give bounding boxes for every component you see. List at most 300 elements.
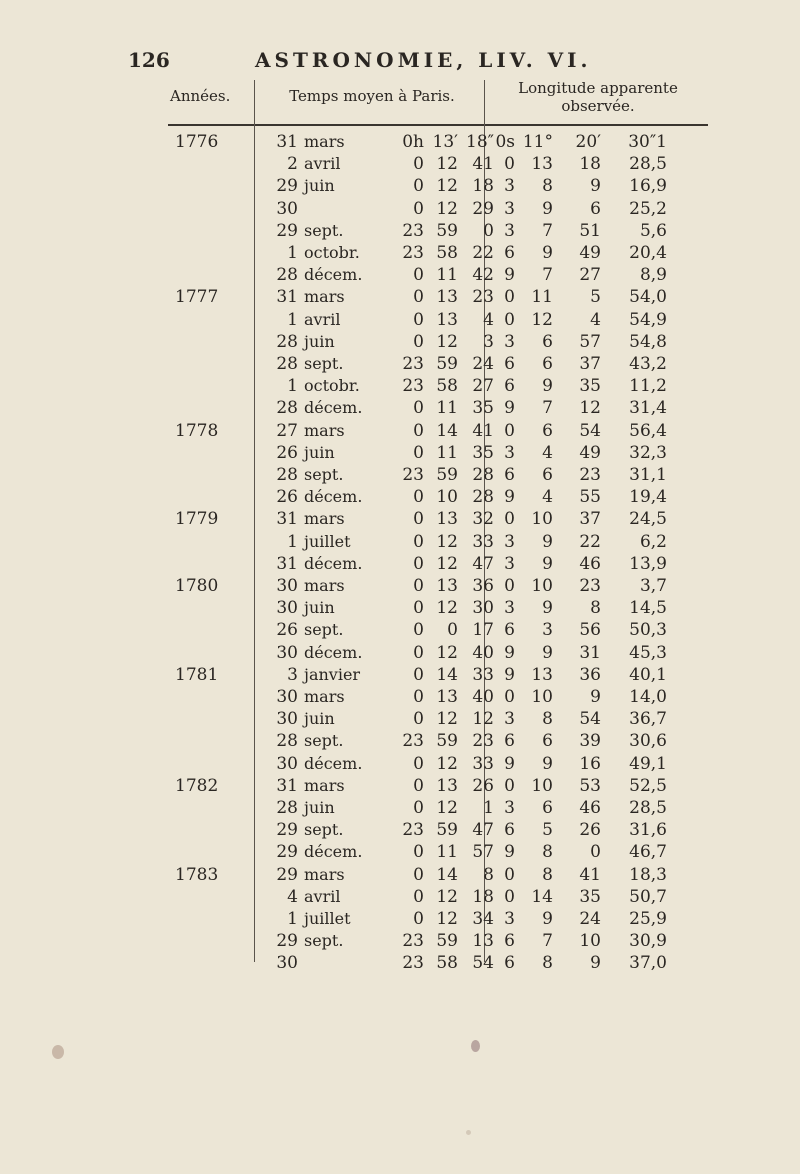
cell-sec: 18,3 [629, 864, 667, 885]
cell-sec: 30,6 [629, 731, 667, 752]
cell-deg: 6 [542, 731, 553, 752]
cell-year: 1777 [175, 287, 219, 308]
cell-min: 39 [579, 731, 601, 752]
cell-m: 13 [436, 775, 458, 796]
cell-day: 1 [287, 909, 298, 929]
cell-sg: 6 [504, 820, 515, 841]
cell-h: 0 [413, 154, 424, 175]
cell-month: décem. [304, 265, 363, 285]
cell-sec: 3,7 [639, 576, 667, 596]
cell-h: 0 [413, 420, 424, 441]
cell-s: 41 [472, 420, 494, 441]
cell-min: 9 [590, 953, 601, 974]
cell-m: 58 [436, 376, 458, 397]
cell-month: janvier [304, 664, 361, 684]
cell-day: 26 [276, 487, 298, 508]
cell-min: 35 [579, 886, 601, 907]
cell-day: 31 [276, 553, 298, 574]
cell-s: 33 [472, 753, 494, 774]
cell-month: octobr. [304, 243, 360, 262]
cell-day: 28 [276, 354, 298, 374]
cell-month: avril [304, 154, 341, 174]
cell-sg: 6 [504, 620, 515, 641]
cell-sg: 6 [504, 354, 515, 374]
cell-year: 1779 [175, 509, 219, 530]
cell-deg: 5 [542, 820, 553, 841]
cell-day: 30 [276, 953, 298, 974]
cell-deg: 7 [542, 220, 553, 241]
cell-deg: 11° [522, 132, 553, 152]
cell-min: 55 [579, 487, 601, 508]
cell-sg: 3 [504, 220, 515, 241]
cell-h: 0 [413, 620, 424, 641]
cell-sg: 0 [504, 775, 515, 796]
cell-deg: 8 [542, 953, 553, 974]
cell-m: 13 [436, 687, 458, 707]
cell-min: 37 [579, 354, 601, 374]
cell-sg: 6 [504, 243, 515, 263]
cell-s: 22 [472, 243, 494, 263]
cell-day: 28 [276, 465, 298, 485]
cell-min: 41 [579, 864, 601, 885]
cell-sec: 32,3 [629, 442, 667, 463]
cell-s: 42 [472, 265, 494, 286]
cell-day: 28 [276, 798, 298, 818]
cell-month: sept. [304, 220, 344, 240]
cell-m: 13 [436, 287, 458, 308]
paper-stain [471, 1040, 480, 1052]
cell-min: 16 [579, 753, 601, 774]
cell-h: 0 [413, 886, 424, 907]
cell-m: 14 [436, 420, 458, 441]
cell-s: 12 [472, 709, 494, 730]
cell-sec: 49,1 [629, 753, 667, 774]
cell-h: 0 [413, 576, 424, 596]
cell-m: 13′ [432, 132, 458, 152]
cell-sg: 0 [504, 287, 515, 308]
cell-min: 9 [590, 687, 601, 707]
cell-s: 13 [472, 931, 494, 952]
cell-h: 23 [402, 243, 424, 263]
cell-day: 28 [276, 398, 298, 419]
cell-deg: 6 [542, 420, 553, 441]
cell-deg: 10 [531, 775, 553, 796]
cell-month: sept. [304, 465, 344, 484]
cell-s: 4 [483, 309, 494, 330]
cell-month: juin [304, 176, 335, 196]
cell-month: juin [304, 798, 335, 817]
cell-sg: 0 [504, 154, 515, 175]
cell-min: 37 [579, 509, 601, 530]
cell-sec: 30″1 [628, 132, 667, 152]
cell-deg: 6 [542, 354, 553, 374]
cell-deg: 10 [531, 687, 553, 707]
cell-deg: 9 [542, 642, 553, 663]
cell-min: 53 [579, 775, 601, 796]
cell-m: 11 [436, 842, 458, 863]
cell-month: mars [304, 864, 345, 884]
cell-m: 12 [436, 798, 458, 818]
cell-month: mars [304, 576, 345, 595]
cell-min: 18 [579, 154, 601, 175]
cell-s: 28 [472, 465, 494, 485]
cell-deg: 6 [542, 465, 553, 485]
cell-day: 1 [287, 309, 298, 330]
cell-month: mars [304, 132, 345, 151]
cell-sec: 31,1 [629, 465, 667, 485]
cell-sg: 0 [504, 886, 515, 907]
cell-deg: 8 [542, 842, 553, 863]
cell-h: 0 [413, 176, 424, 197]
cell-sec: 14,5 [629, 598, 667, 619]
cell-min: 54 [579, 709, 601, 730]
cell-sec: 14,0 [629, 687, 667, 707]
cell-sec: 54,0 [629, 287, 667, 308]
cell-m: 59 [436, 465, 458, 485]
cell-m: 10 [436, 487, 458, 508]
cell-sec: 5,6 [639, 220, 667, 241]
cell-sg: 0 [504, 420, 515, 441]
cell-deg: 9 [542, 553, 553, 574]
cell-month: juin [304, 331, 335, 351]
cell-s: 47 [472, 553, 494, 574]
cell-sg: 9 [504, 664, 515, 685]
cell-sg: 3 [504, 909, 515, 929]
cell-deg: 13 [531, 664, 553, 685]
cell-month: mars [304, 775, 345, 795]
cell-s: 33 [472, 531, 494, 552]
cell-m: 13 [436, 309, 458, 330]
cell-month: mars [304, 509, 345, 529]
table-row [0, 953, 800, 980]
cell-m: 11 [436, 442, 458, 463]
cell-sec: 25,2 [629, 198, 667, 219]
cell-sec: 54,8 [629, 331, 667, 352]
cell-h: 0 [413, 664, 424, 685]
cell-min: 36 [579, 664, 601, 685]
cell-s: 8 [483, 864, 494, 885]
cell-deg: 7 [542, 931, 553, 952]
cell-month: sept. [304, 931, 344, 951]
cell-day: 31 [276, 509, 298, 530]
cell-day: 29 [276, 820, 298, 841]
cell-h: 0 [413, 331, 424, 352]
cell-m: 12 [436, 176, 458, 197]
cell-s: 40 [472, 642, 494, 663]
cell-sec: 24,5 [629, 509, 667, 530]
cell-sg: 3 [504, 198, 515, 219]
cell-sec: 16,9 [629, 176, 667, 197]
cell-deg: 6 [542, 798, 553, 818]
cell-day: 31 [276, 132, 298, 152]
cell-sec: 43,2 [629, 354, 667, 374]
cell-min: 8 [590, 598, 601, 619]
paper-stain [52, 1045, 64, 1059]
cell-sec: 31,4 [629, 398, 667, 419]
cell-sec: 6,2 [639, 531, 667, 552]
cell-m: 12 [436, 753, 458, 774]
cell-sec: 13,9 [629, 553, 667, 574]
cell-sec: 31,6 [629, 820, 667, 841]
cell-s: 3 [483, 331, 494, 352]
cell-m: 59 [436, 931, 458, 952]
cell-sec: 36,7 [629, 709, 667, 730]
cell-day: 1 [287, 243, 298, 263]
cell-s: 30 [472, 598, 494, 619]
cell-sg: 9 [504, 753, 515, 774]
cell-day: 31 [276, 775, 298, 796]
cell-sec: 50,7 [629, 886, 667, 907]
cell-h: 0 [413, 687, 424, 707]
cell-min: 49 [579, 442, 601, 463]
cell-sec: 11,2 [629, 376, 667, 397]
cell-h: 23 [402, 731, 424, 752]
cell-s: 36 [472, 576, 494, 596]
cell-m: 12 [436, 198, 458, 219]
cell-m: 58 [436, 953, 458, 974]
cell-s: 24 [472, 354, 494, 374]
cell-sec: 20,4 [629, 243, 667, 263]
cell-min: 54 [579, 420, 601, 441]
cell-h: 0 [413, 553, 424, 574]
cell-s: 26 [472, 775, 494, 796]
cell-h: 0 [413, 775, 424, 796]
cell-s: 57 [472, 842, 494, 863]
cell-sg: 3 [504, 331, 515, 352]
cell-month: décem. [304, 487, 363, 507]
cell-day: 29 [276, 931, 298, 952]
cell-sec: 28,5 [629, 154, 667, 175]
cell-min: 46 [579, 553, 601, 574]
cell-sg: 6 [504, 731, 515, 752]
cell-day: 30 [276, 198, 298, 219]
cell-h: 23 [402, 376, 424, 397]
cell-h: 0 [413, 398, 424, 419]
cell-min: 26 [579, 820, 601, 841]
cell-month: sept. [304, 354, 344, 373]
cell-sec: 56,4 [629, 420, 667, 441]
cell-month: décem. [304, 753, 363, 773]
cell-h: 0 [413, 265, 424, 286]
cell-m: 12 [436, 531, 458, 552]
cell-sec: 8,9 [639, 265, 667, 286]
cell-m: 13 [436, 509, 458, 530]
cell-min: 12 [579, 398, 601, 419]
cell-deg: 3 [542, 620, 553, 641]
cell-sec: 28,5 [629, 798, 667, 818]
cell-min: 24 [579, 909, 601, 929]
cell-min: 27 [579, 265, 601, 286]
cell-day: 1 [287, 531, 298, 552]
cell-day: 4 [287, 886, 298, 907]
cell-deg: 6 [542, 331, 553, 352]
cell-day: 29 [276, 864, 298, 885]
cell-day: 30 [276, 687, 298, 707]
cell-m: 59 [436, 731, 458, 752]
cell-sg: 0 [504, 687, 515, 707]
cell-deg: 14 [531, 886, 553, 907]
cell-sec: 52,5 [629, 775, 667, 796]
cell-sec: 50,3 [629, 620, 667, 641]
column-header-longitude-line2: observée. [561, 97, 635, 115]
cell-min: 23 [579, 465, 601, 485]
cell-m: 11 [436, 398, 458, 419]
cell-day: 30 [276, 709, 298, 730]
cell-h: 0 [413, 598, 424, 619]
header-rule [168, 124, 708, 126]
cell-sg: 0s [495, 132, 515, 152]
cell-h: 0 [413, 709, 424, 730]
cell-h: 0 [413, 753, 424, 774]
cell-sg: 0 [504, 309, 515, 330]
cell-sg: 3 [504, 798, 515, 818]
cell-h: 0 [413, 531, 424, 552]
cell-deg: 9 [542, 243, 553, 263]
cell-min: 56 [579, 620, 601, 641]
cell-h: 0 [413, 487, 424, 508]
cell-s: 47 [472, 820, 494, 841]
cell-deg: 8 [542, 709, 553, 730]
cell-month: décem. [304, 642, 363, 662]
cell-sg: 0 [504, 576, 515, 596]
cell-day: 26 [276, 442, 298, 463]
cell-s: 28 [472, 487, 494, 508]
cell-min: 57 [579, 331, 601, 352]
cell-year: 1776 [175, 132, 219, 152]
cell-m: 11 [436, 265, 458, 286]
cell-s: 35 [472, 398, 494, 419]
cell-min: 46 [579, 798, 601, 818]
cell-s: 23 [472, 731, 494, 752]
paper-stain [466, 1130, 471, 1135]
cell-month: décem. [304, 842, 363, 862]
cell-m: 59 [436, 220, 458, 241]
column-header-mean-time: Temps moyen à Paris. [289, 87, 455, 105]
cell-min: 0 [590, 842, 601, 863]
cell-deg: 13 [531, 154, 553, 175]
cell-month: décem. [304, 553, 363, 573]
cell-sg: 3 [504, 531, 515, 552]
cell-deg: 10 [531, 509, 553, 530]
cell-month: sept. [304, 820, 344, 840]
cell-year: 1780 [175, 576, 219, 596]
cell-sec: 37,0 [629, 953, 667, 974]
cell-sec: 30,9 [629, 931, 667, 952]
cell-s: 34 [472, 909, 494, 929]
cell-day: 30 [276, 753, 298, 774]
cell-month: sept. [304, 620, 344, 640]
cell-s: 18 [472, 176, 494, 197]
cell-day: 28 [276, 731, 298, 752]
cell-m: 12 [436, 331, 458, 352]
cell-sec: 19,4 [629, 487, 667, 508]
cell-month: avril [304, 309, 341, 329]
cell-sg: 6 [504, 376, 515, 397]
cell-h: 0 [413, 642, 424, 663]
cell-h: 23 [402, 820, 424, 841]
cell-m: 59 [436, 820, 458, 841]
page-number: 126 [128, 48, 170, 72]
cell-month: avril [304, 886, 341, 906]
cell-m: 12 [436, 709, 458, 730]
cell-h: 0 [413, 864, 424, 885]
cell-h: 23 [402, 354, 424, 374]
cell-day: 28 [276, 265, 298, 286]
cell-s: 54 [472, 953, 494, 974]
cell-deg: 9 [542, 376, 553, 397]
cell-min: 51 [579, 220, 601, 241]
cell-deg: 9 [542, 198, 553, 219]
cell-m: 58 [436, 243, 458, 263]
cell-min: 6 [590, 198, 601, 219]
cell-month: juin [304, 598, 335, 618]
cell-year: 1781 [175, 664, 219, 685]
cell-day: 29 [276, 220, 298, 241]
cell-h: 23 [402, 465, 424, 485]
cell-month: mars [304, 287, 345, 307]
column-header-years: Années. [170, 87, 231, 105]
cell-h: 0 [413, 198, 424, 219]
cell-day: 29 [276, 842, 298, 863]
cell-sg: 9 [504, 487, 515, 508]
cell-deg: 9 [542, 753, 553, 774]
cell-min: 35 [579, 376, 601, 397]
cell-deg: 8 [542, 176, 553, 197]
cell-sec: 45,3 [629, 642, 667, 663]
cell-day: 28 [276, 331, 298, 352]
cell-h: 0 [413, 798, 424, 818]
cell-day: 26 [276, 620, 298, 641]
cell-day: 27 [276, 420, 298, 441]
cell-s: 29 [472, 198, 494, 219]
cell-month: mars [304, 687, 345, 706]
cell-sg: 9 [504, 842, 515, 863]
cell-sec: 40,1 [629, 664, 667, 685]
cell-sg: 3 [504, 176, 515, 197]
cell-h: 23 [402, 931, 424, 952]
cell-h: 0h [402, 132, 424, 152]
column-header-longitude-line1: Longitude apparente [518, 79, 678, 97]
cell-deg: 11 [531, 287, 553, 308]
cell-h: 0 [413, 909, 424, 929]
cell-month: juin [304, 709, 335, 729]
cell-min: 23 [579, 576, 601, 596]
cell-sg: 9 [504, 265, 515, 286]
cell-deg: 7 [542, 398, 553, 419]
cell-sg: 0 [504, 864, 515, 885]
cell-m: 0 [447, 620, 458, 641]
cell-sg: 6 [504, 465, 515, 485]
cell-month: décem. [304, 398, 363, 418]
cell-day: 30 [276, 642, 298, 663]
cell-min: 22 [579, 531, 601, 552]
cell-m: 12 [436, 886, 458, 907]
cell-month: juin [304, 442, 335, 462]
cell-day: 1 [287, 376, 298, 397]
cell-m: 12 [436, 642, 458, 663]
cell-m: 12 [436, 553, 458, 574]
cell-deg: 8 [542, 864, 553, 885]
cell-s: 41 [472, 154, 494, 175]
cell-s: 18″ [466, 132, 494, 152]
cell-m: 12 [436, 909, 458, 929]
cell-deg: 4 [542, 487, 553, 508]
cell-month: octobr. [304, 376, 360, 396]
cell-h: 23 [402, 953, 424, 974]
cell-m: 13 [436, 576, 458, 596]
cell-day: 29 [276, 176, 298, 197]
cell-month: juillet [304, 909, 351, 928]
